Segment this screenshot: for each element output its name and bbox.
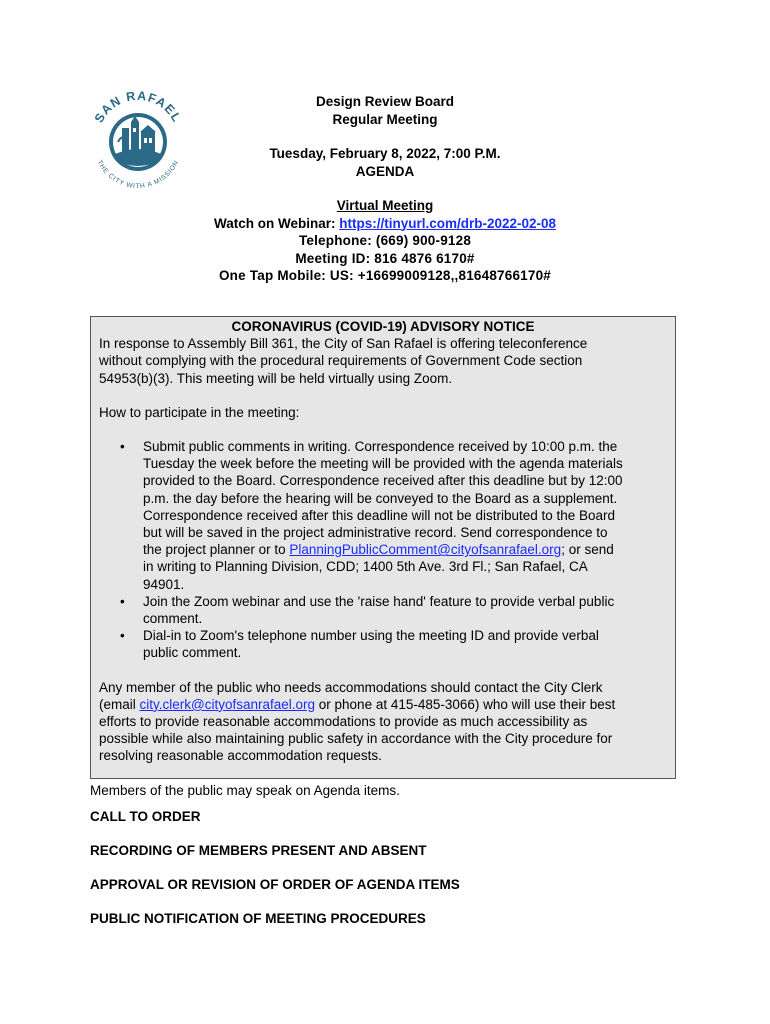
one-tap-line: One Tap Mobile: US: +16699009128,,81648766170# [218,268,552,283]
bullet-icon: • [120,628,125,644]
how-to-participate: How to participate in the meeting: [99,404,300,420]
webinar-label: Watch on Webinar: [213,215,340,231]
bullet-icon: • [120,593,125,609]
webinar-line [150,215,620,233]
notice-title: CORONAVIRUS (COVID-19) ADVISORY NOTICE [231,319,535,334]
agenda-item-approval-order: APPROVAL OR REVISION OF ORDER OF AGENDA ITEMS [90,877,460,892]
bullet-icon: • [120,439,125,455]
meeting-date: Tuesday, February 8, 2022, 7:00 P.M. [269,146,501,161]
svg-text:SAN RAFAEL: SAN RAFAEL [91,88,185,126]
list-item: • Dial-in to Zoom's telephone number using the meeting ID and provide verbal public comment. [120,628,599,661]
meeting-type: Regular Meeting [332,111,438,127]
agenda-label: AGENDA [355,163,415,179]
agenda-item-recording-members: RECORDING OF MEMBERS PRESENT AND ABSENT [90,843,427,858]
agenda-item-public-notification: PUBLIC NOTIFICATION OF MEETING PROCEDURES [90,911,426,926]
webinar-link[interactable]: https://tinyurl.com/drb-2022-02-08 [339,215,557,231]
clerk-email-link[interactable]: city.clerk@cityofsanrafael.org [139,696,316,712]
telephone-line: Telephone: (669) 900-9128 [298,233,472,248]
svg-text:THE CITY WITH A MISSION: THE CITY WITH A MISSION [95,159,181,191]
notice-intro: In response to Assembly Bill 361, the City of San Rafael is offering teleconference without complying with the procedural requirements of Government Code section 54953(b)(3). This meeting will be held virtually using Zoom. [99,336,588,386]
participation-list [99,438,667,662]
planning-email-link[interactable]: PlanningPublicComment@cityofsanrafael.org [289,542,562,558]
agenda-item-call-to-order: CALL TO ORDER [90,809,201,824]
accommodation-paragraph: Any member of the public who needs accommodations should contact the City Clerk (email city.clerk@cityofsanrafael.org or phone at 415-485-3066) who will use their best efforts to provide reasonable accommodations to provide as much accessibility as possible while also maintaining public safety in accordance with the City procedure for resolving reasonable accommodation requests. [99,679,616,764]
public-speak-note: Members of the public may speak on Agenda items. [90,783,400,798]
covid-advisory-notice [90,316,676,779]
list-item: • Submit public comments in writing. Correspondence received by 10:00 p.m. the Tuesday the week before the meeting will be provided with the agenda materials provided to the Board. Correspondence received after this deadline but by 12:00 p.m. the day before the hearing will be conveyed to the Board as a supplement. Correspondence received after this deadline will not be distributed to the Board but will be saved in the project administrative record. Send correspondence to the project planner or to PlanningPublicComment@cityofsanrafael.org; or send in writing to Planning Division, CDD; 1400 5th Ave. 3rd Fl.; San Rafael, CA 94901. [120,439,623,592]
list-item: • Join the Zoom webinar and use the 'raise hand' feature to provide verbal public comment. [120,593,615,627]
board-name: Design Review Board [315,94,455,109]
meeting-id-line: Meeting ID: 816 4876 6170# [295,250,475,266]
virtual-meeting-heading: Virtual Meeting [336,198,434,213]
meeting-header [150,93,620,285]
